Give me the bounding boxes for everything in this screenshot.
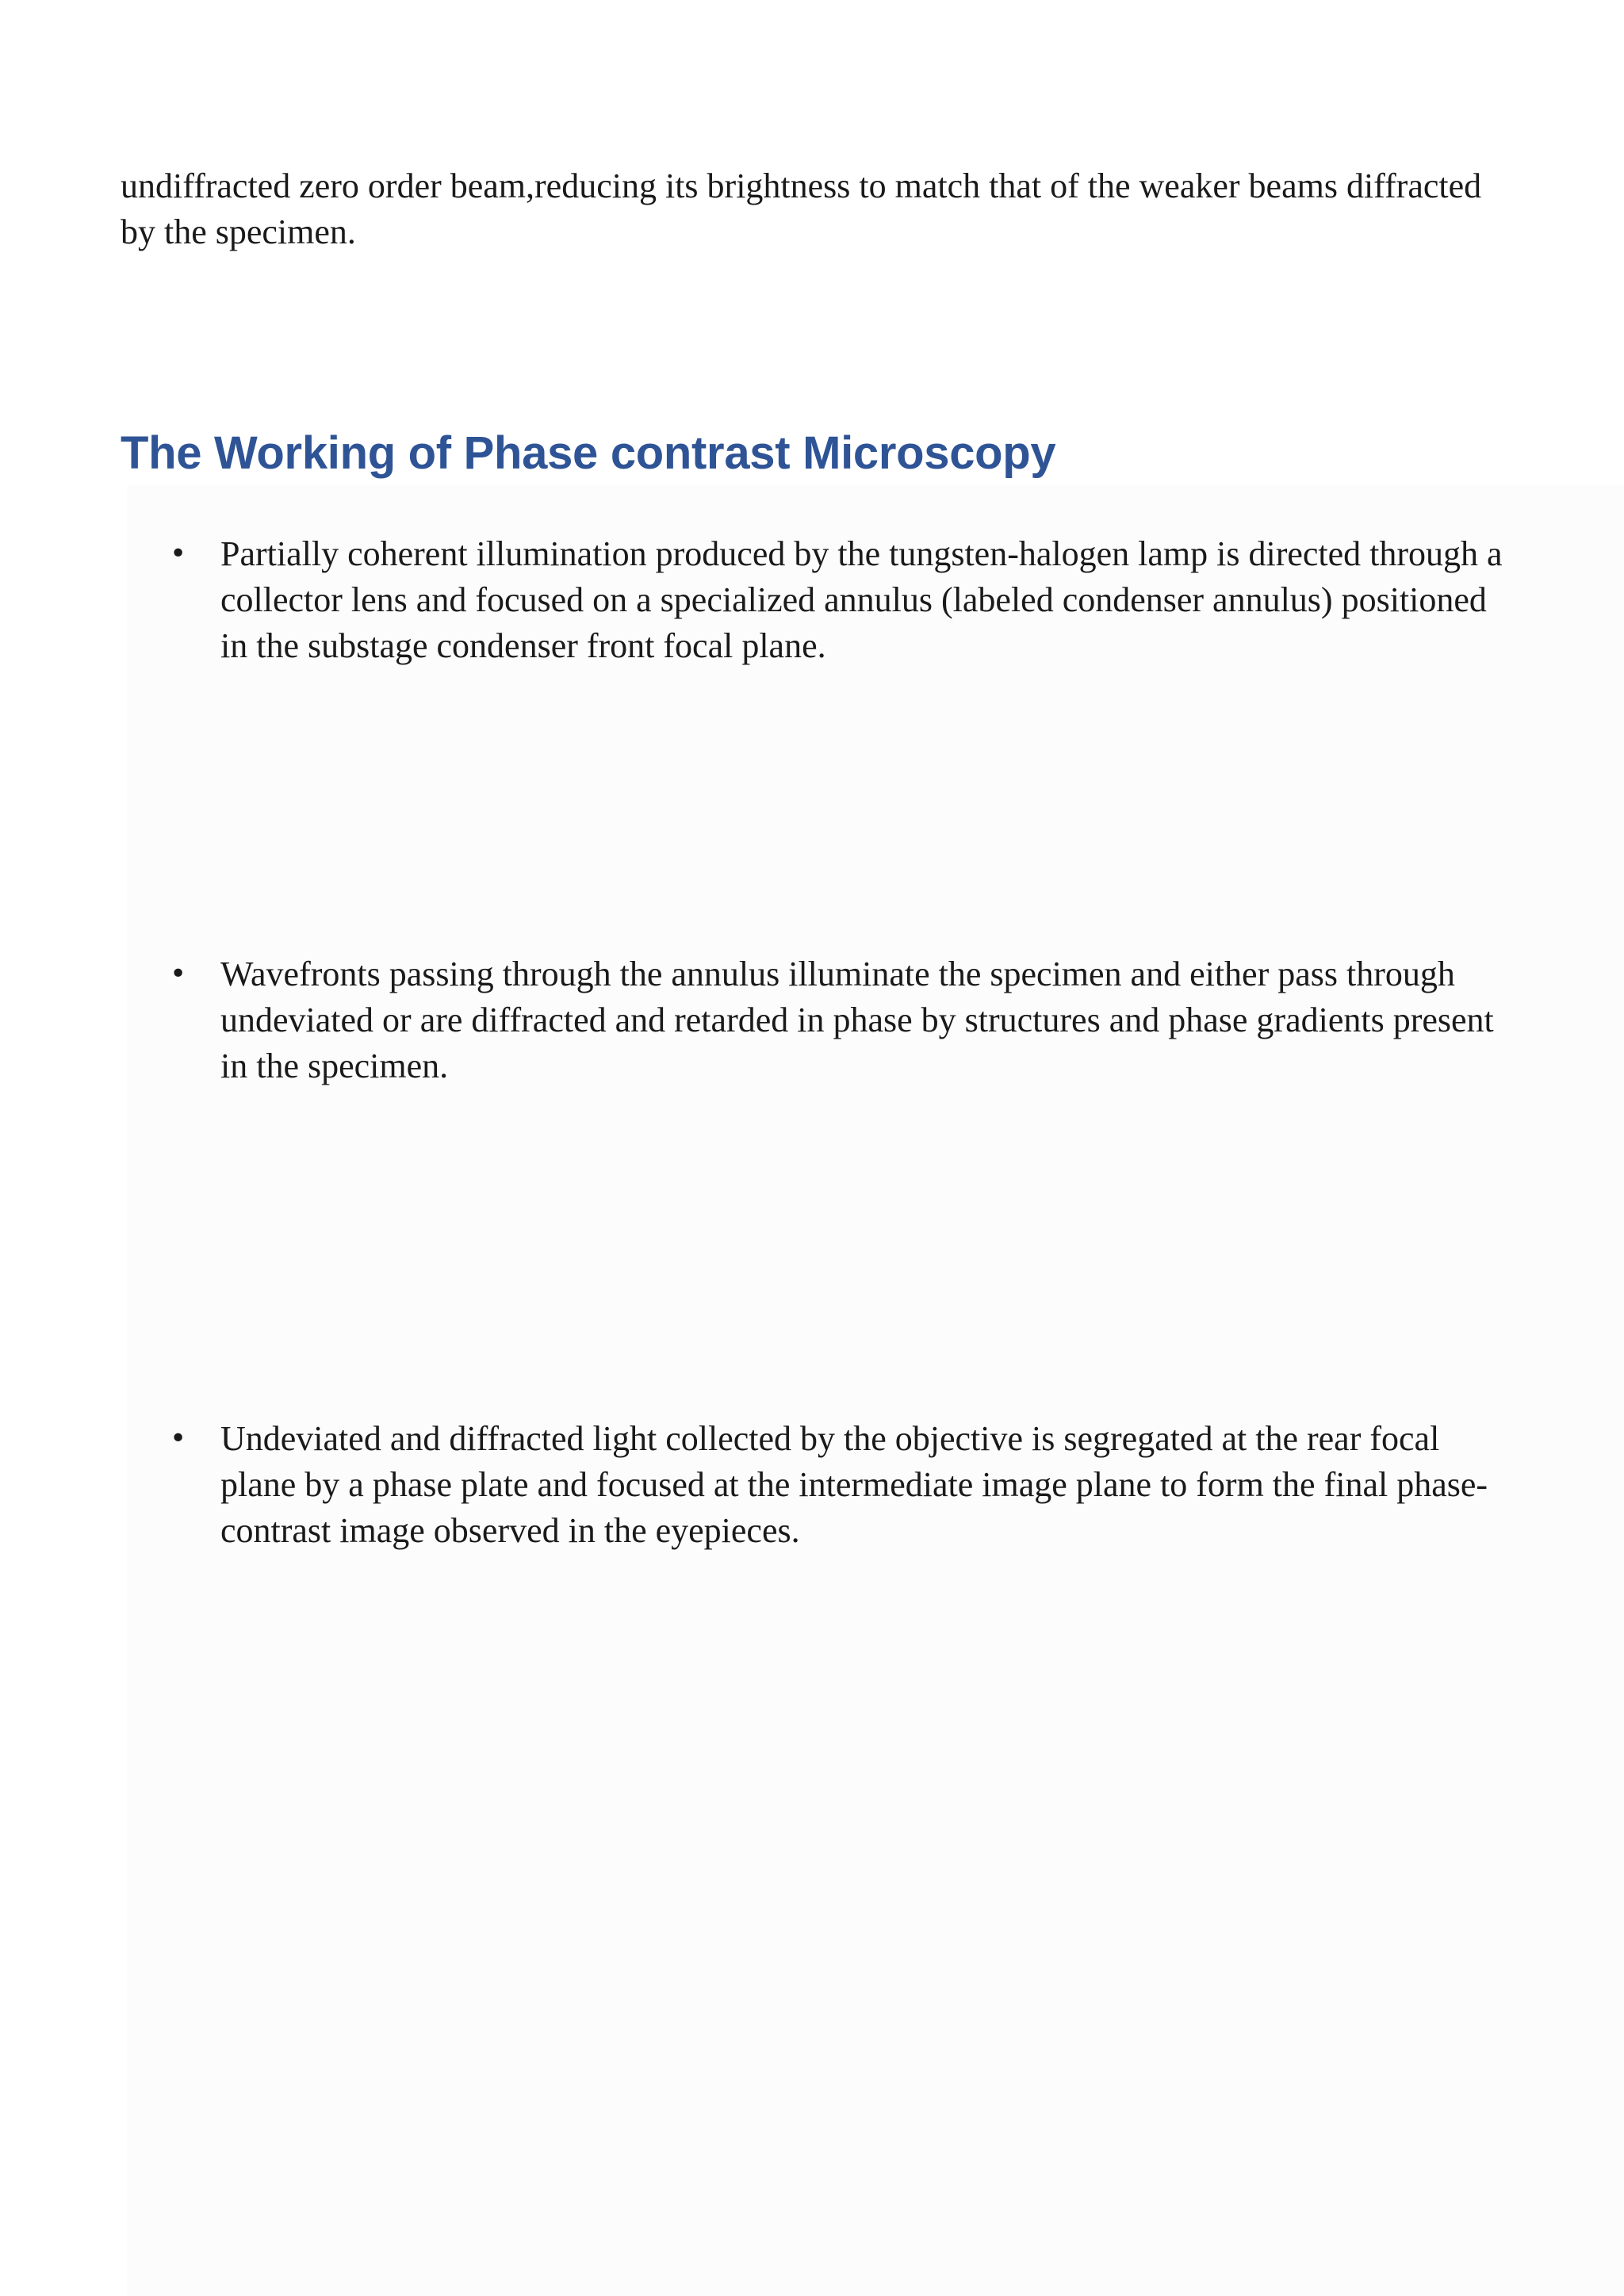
bullet-icon: •: [170, 958, 187, 990]
background-panel: [127, 485, 1624, 2296]
bullet-text: Partially coherent illumination produced by the tungsten-halogen lamp is directed through a collector lens and focused on a specialized annulus (labeled condenser annulus) positioned in the substage condenser front focal plane.: [220, 534, 1503, 665]
section-heading: The Working of Phase contrast Microscopy: [121, 427, 1056, 479]
bullet-icon: •: [170, 538, 187, 570]
intro-paragraph: undiffracted zero order beam,reducing its brightness to match that of the weaker beams diffracted by the specimen.: [121, 166, 1482, 251]
bullet-icon: •: [170, 1422, 187, 1455]
bullet-text: Undeviated and diffracted light collected by the objective is segregated at the rear focal plane by a phase plate and focused at the intermediate image plane to form the final phase-contrast image observed in the eyepieces.: [220, 1419, 1488, 1550]
bullet-text: Wavefronts passing through the annulus illuminate the specimen and either pass through undeviated or are diffracted and retarded in phase by structures and phase gradients present in the specimen.: [220, 955, 1494, 1085]
